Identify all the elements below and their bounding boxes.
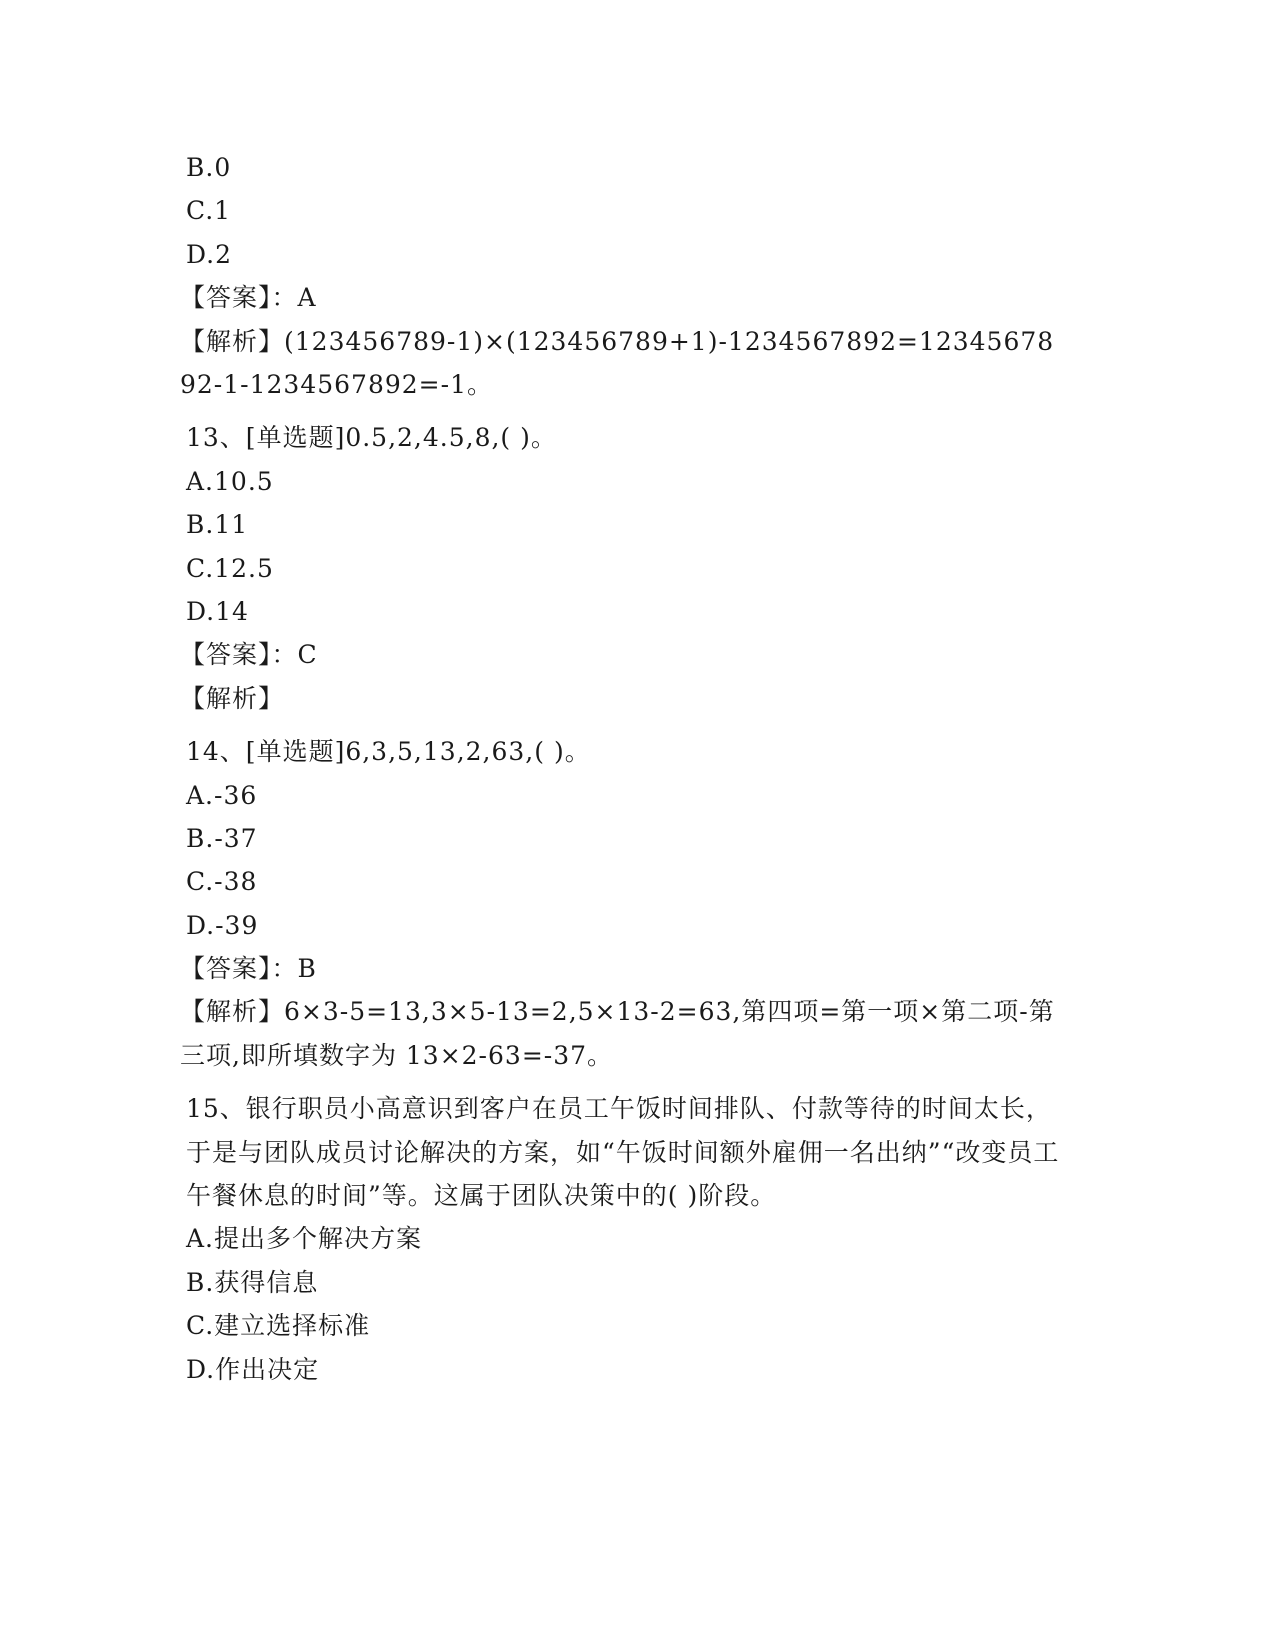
- question-14: [180, 730, 1066, 1077]
- option-b: B.0: [186, 153, 232, 182]
- option-c: C.建立选择标准: [186, 1311, 371, 1341]
- question-stem: 14、[单选题]6,3,5,13,2,63,( )。: [186, 737, 591, 767]
- answer-line: 【答案】：A: [180, 283, 317, 313]
- analysis-line: 【解析】(123456789-1)×(123456789+1)-1234567892=1234567892-1-1234567892=-1。: [180, 326, 1055, 399]
- question-stem: 13、[单选题]0.5,2,4.5,8,( )。: [186, 423, 557, 453]
- option-c: C.-38: [186, 867, 258, 897]
- option-b: B.11: [186, 510, 249, 540]
- analysis-line: 【解析】: [180, 683, 285, 713]
- option-a: A.提出多个解决方案: [186, 1224, 423, 1254]
- option-d: D.2: [186, 239, 233, 269]
- option-b: B.-37: [186, 823, 258, 853]
- analysis-line: 【解析】6×3-5=13,3×5-13=2,5×13-2=63,第四项=第一项×第二项-第三项,即所填数字为 13×2-63=-37。: [180, 997, 1055, 1070]
- option-d: D.作出决定: [186, 1354, 320, 1384]
- answer-line: 【答案】：C: [180, 640, 318, 670]
- option-a: A.-36: [186, 780, 258, 810]
- option-d: D.14: [186, 596, 249, 626]
- option-b: B.获得信息: [186, 1267, 319, 1297]
- option-a: A.10.5: [186, 466, 274, 496]
- question-15: [186, 1087, 1066, 1391]
- question-13: [180, 416, 1066, 720]
- question-stem: 15、银行职员小高意识到客户在员工午饭时间排队、付款等待的时间太长，于是与团队成员讨论解决的方案，如“午饭时间额外雇佣一名出纳”“改变员工午餐休息的时间”等。这属于团队决策中的( )阶段。: [186, 1094, 1060, 1211]
- option-d: D.-39: [186, 910, 259, 940]
- option-c: C.12.5: [186, 553, 274, 583]
- question-12-tail: [180, 146, 1066, 406]
- answer-line: 【答案】：B: [180, 954, 317, 984]
- option-c: C.1: [186, 196, 232, 226]
- document-page: [180, 146, 1066, 1391]
